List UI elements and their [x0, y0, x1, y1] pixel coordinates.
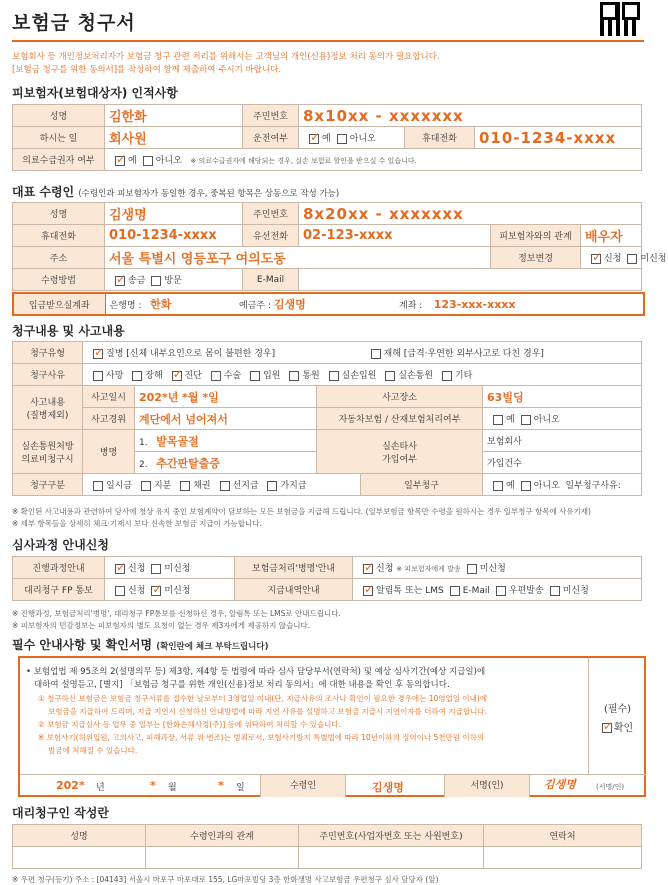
- proc-label: 보험금처리'병명'안내: [235, 557, 353, 579]
- reason-silson-outpatient-checkbox[interactable]: [385, 371, 395, 381]
- review-note-2: ※ 피보험자의 민감정보는 피보험자의 별도 요청이 없는 경우 제3자에게 제공하지 않습니다.: [12, 621, 311, 630]
- medical-no-checkbox[interactable]: [143, 156, 153, 166]
- date-label: 사고일시: [83, 386, 135, 408]
- medical-yes-label: 예: [128, 156, 137, 166]
- agent-apply-checkbox[interactable]: [115, 586, 125, 596]
- reason-options: [83, 364, 642, 386]
- prog-label: 진행과정안내: [13, 557, 105, 579]
- month-field[interactable]: *: [150, 779, 156, 792]
- acct-no-label: 계좌 :: [399, 300, 423, 311]
- proc-apply-label: 신청: [376, 564, 394, 574]
- auto-no-checkbox[interactable]: [521, 415, 531, 425]
- pay-lms-label: 알림톡 또는 LMS: [376, 586, 444, 596]
- rep-rel-label: 피보험자와의 관계: [491, 225, 581, 247]
- agent-col-id: 주민번호(사업자번호 또는 사원번호): [299, 825, 484, 847]
- auto-label: 자동차보험 / 산재보험처리여부: [317, 408, 483, 430]
- auto-no-label: 아니오: [533, 415, 560, 425]
- method-send-checkbox[interactable]: [115, 276, 125, 286]
- confirm-checkbox[interactable]: [602, 723, 612, 733]
- bank-field[interactable]: 한화: [150, 298, 172, 311]
- reason-option: 실손통원: [398, 371, 434, 381]
- recv-label: 수령인: [260, 775, 346, 797]
- confirm-p3: ② 보험금 지급심사 등 업무 중 일부는 [한화손해사정(주)] 등에 위탁하여 처리할 수 있습니다.: [38, 720, 341, 729]
- confirm-p1b: 대하여 설명듣고, [별지] 「보험금 청구를 위한 개인(신용)정보 처리 동의서」에 대한 내용을 확인 후 동의합니다.: [34, 680, 450, 690]
- acc-place-field[interactable]: 63빌딩: [487, 390, 524, 404]
- qr-code-icon: [600, 2, 640, 36]
- reason-option: 입원: [263, 371, 281, 381]
- confirm-req: (필수): [603, 704, 632, 715]
- other-ins-label: [317, 430, 483, 474]
- prog-noapply-checkbox[interactable]: [151, 564, 161, 574]
- acc-label-line1: 사고내용: [30, 397, 65, 408]
- rep-name-label: 성명: [13, 203, 105, 225]
- drive-no-label: 아니오: [349, 134, 376, 144]
- prog-apply-checkbox[interactable]: [115, 564, 125, 574]
- sign-row: [20, 774, 646, 797]
- part-reason-label: 일부청구사유:: [565, 481, 621, 491]
- disease-label: 병명: [83, 430, 135, 474]
- cat-lump-checkbox[interactable]: [93, 481, 103, 491]
- email-label: E-Mail: [243, 269, 299, 291]
- rep-addr-label: 주소: [13, 247, 105, 269]
- type-disease-label: 질병 [신체 내부요인으로 몸이 불편한 경우]: [106, 349, 276, 359]
- reason-diagnosis-checkbox[interactable]: [172, 371, 182, 381]
- rep-phone-field[interactable]: 010-1234-xxxx: [109, 228, 217, 243]
- cat-options: [83, 474, 361, 496]
- reason-option: 기타: [454, 371, 473, 381]
- pay-noapply-checkbox[interactable]: [550, 586, 560, 596]
- agent-section-title: 대리청구인 작성란: [12, 806, 109, 820]
- title-divider: [12, 40, 644, 42]
- reason-silson-hospital-checkbox[interactable]: [329, 371, 339, 381]
- joincnt-field[interactable]: 가입건수: [483, 452, 642, 474]
- part-yes-checkbox[interactable]: [493, 481, 503, 491]
- info-change-label: 정보변경: [491, 247, 581, 269]
- silson-label-line1: 실손통원처방: [21, 441, 74, 452]
- insured-job-field[interactable]: 회사원: [109, 132, 147, 147]
- medical-yes-checkbox[interactable]: [115, 156, 125, 166]
- rep-section-label: 대표 수령인: [12, 185, 75, 199]
- medical-no-label: 아니오: [155, 156, 182, 166]
- silson-label: [13, 430, 83, 474]
- acc-circ-field[interactable]: 계단에서 넘어져서: [139, 412, 228, 426]
- cat-option: 선지급: [232, 481, 259, 491]
- confirm-p4b: 벌금에 처해질 수 있습니다.: [48, 746, 138, 755]
- cat-advance-checkbox[interactable]: [220, 481, 230, 491]
- place-label: 사고장소: [317, 386, 483, 408]
- cat-option: 일시금: [106, 481, 133, 491]
- disease-2-field[interactable]: 추간판탈출증: [156, 456, 220, 470]
- insured-rrn-field[interactable]: 8x10xx - xxxxxxx: [303, 106, 464, 125]
- agent-noapply-checkbox[interactable]: [151, 586, 161, 596]
- year-field[interactable]: 202*: [56, 779, 85, 792]
- proc-apply-checkbox[interactable]: [363, 564, 373, 574]
- rep-tel-label: 유선전화: [243, 225, 299, 247]
- confirm-box: [18, 656, 646, 797]
- month-unit: 월: [168, 783, 177, 793]
- holder-label: 예금주 :: [239, 301, 271, 311]
- reason-option: 통원: [302, 371, 320, 381]
- info-noapply-label: 미신청: [640, 254, 667, 264]
- reason-label: 청구사유: [13, 364, 83, 386]
- bank-label: 은행명 :: [109, 301, 142, 311]
- type-accident-label: 재해 [급격·우연한 외부사고로 다친 경우]: [383, 349, 544, 359]
- info-noapply-checkbox[interactable]: [627, 254, 637, 264]
- pay-post-label: 우편발송: [508, 586, 544, 596]
- confirm-section-title: [12, 636, 268, 653]
- info-apply-label: 신청: [604, 254, 622, 264]
- confirm-p1: • 보험업법 제 95조의 2(설명의무 등) 제3항, 제4항 등 법령에 따라 심사 담당부서(연락처) 및 예상 심사기간(예상 지급일)에: [26, 667, 486, 677]
- cat-provisional-checkbox[interactable]: [267, 481, 277, 491]
- pay-email-label: E-Mail: [462, 586, 490, 596]
- medical-label: 의료수급권자 여부: [13, 149, 105, 171]
- disease-1-number: 1.: [139, 437, 148, 448]
- agent-noapply-label: 미신청: [164, 586, 191, 596]
- confirm-p4: ※ 보험사기(허위입원, 고의사고, 피해과장, 서류 위·변조)는 범죄로서, 보험사기방지 특별법에 따라 10년이하의 징역이나 5천만원 이하의: [38, 733, 485, 742]
- reason-option: 진단: [184, 371, 202, 381]
- reason-outpatient-checkbox[interactable]: [289, 371, 299, 381]
- agent-col-rel: 수령인과의 관계: [146, 825, 299, 847]
- reason-hospital-checkbox[interactable]: [250, 371, 260, 381]
- account-table: [12, 292, 645, 316]
- drive-yes-checkbox[interactable]: [309, 134, 319, 144]
- reason-option: 장해: [145, 371, 163, 381]
- account-label: 입금받으실계좌: [13, 293, 105, 315]
- proc-noapply-label: 미신청: [479, 564, 506, 574]
- cat-option: 채권: [193, 481, 211, 491]
- confirm-section-note: (확인란에 체크 부탁드립니다): [156, 642, 269, 652]
- holder-field[interactable]: 김생명: [273, 298, 306, 311]
- part-yes-label: 예: [506, 481, 515, 491]
- agent-name-field[interactable]: [13, 847, 146, 869]
- circ-label: 사고경위: [83, 408, 135, 430]
- medical-note: ※ 의료수급권자에 해당되는 경우, 실손 보험료 할인을 받으실 수 있습니다.: [190, 157, 417, 165]
- agent-rel-field[interactable]: [146, 847, 299, 869]
- method-visit-checkbox[interactable]: [151, 276, 161, 286]
- rep-tel-field[interactable]: 02-123-xxxx: [303, 228, 393, 243]
- auto-yes-checkbox[interactable]: [493, 415, 503, 425]
- job-label: 하시는 일: [13, 127, 105, 149]
- day-field[interactable]: *: [218, 779, 224, 792]
- other-ins-label-line1: 실손타사: [382, 441, 417, 452]
- reason-death-checkbox[interactable]: [93, 371, 103, 381]
- info-apply-checkbox[interactable]: [591, 254, 601, 264]
- method-label: 수령방법: [13, 269, 105, 291]
- confirm-check-cell: [588, 658, 646, 774]
- reason-etc-checkbox[interactable]: [442, 371, 452, 381]
- rep-name-field[interactable]: 김생명: [109, 208, 147, 223]
- claim-note-2: ※ 세부 항목들을 상세히 체크·기재시 보다 신속한 보험금 지급이 가능합니다.: [12, 519, 262, 528]
- acc-date-field[interactable]: 202*년 *월 *일: [139, 390, 219, 404]
- reason-option: 실손입원: [341, 371, 377, 381]
- confirm-p2b: 보험금을 지급하여 드리며, 지급 지연시 신청하신 안내방법에 따라 지연 사유를 설명하고 보험금 지급시 지연이자를 더하여 지급합니다.: [48, 707, 487, 716]
- rep-section-title: [12, 183, 339, 200]
- intro-line-1: 보험회사 등 개인정보처리자가 보험금 청구 관련 처리를 위해서는 고객님의 개인(신용)정보 처리 동의가 필요합니다.: [12, 52, 440, 62]
- confirm-section-label: 필수 안내사항 및 확인서명: [12, 638, 153, 652]
- pay-lms-checkbox[interactable]: [363, 586, 373, 596]
- pay-email-checkbox[interactable]: [450, 586, 460, 596]
- sign-label: 서명(인): [444, 775, 530, 797]
- reason-option: 수술: [223, 371, 242, 381]
- claim-note-1: ※ 확인된 사고내용과 관련하여 당사에 청상 유지 중인 보험계약이 담보하는 모든 보험금을 지급해 드립니다. (일부보험금 항목만 수령을 원하시는 경우 일부청구 항목에 사유기재): [12, 507, 591, 516]
- reason-surgery-checkbox[interactable]: [211, 371, 221, 381]
- year-unit: 년: [96, 783, 105, 793]
- drive-yes-label: 예: [322, 134, 331, 144]
- agent-apply-label: 신청: [128, 586, 146, 596]
- rep-rrn-label: 주민번호: [243, 203, 299, 225]
- rep-phone-label: 휴대전화: [13, 225, 105, 247]
- method-visit-label: 방문: [164, 276, 182, 286]
- disease-1-field[interactable]: 발목골절: [156, 434, 199, 448]
- phone-label: 휴대전화: [405, 127, 475, 149]
- insured-section-title: 피보험자(보험대상자) 인적사항: [12, 86, 178, 100]
- agent-col-name: 성명: [13, 825, 146, 847]
- disease-2-number: 2.: [139, 459, 148, 470]
- acct-no-field[interactable]: 123-xxx-xxxx: [433, 297, 516, 311]
- insured-table: [12, 104, 642, 171]
- sign-hint: (서명/인): [596, 783, 625, 791]
- other-ins-label-line2: 가입여부: [382, 454, 417, 465]
- auto-yes-label: 예: [506, 415, 515, 425]
- pay-post-checkbox[interactable]: [496, 586, 506, 596]
- prog-noapply-label: 미신청: [164, 564, 191, 574]
- cat-option: 가지급: [280, 481, 307, 491]
- type-label: 청구유형: [13, 342, 83, 364]
- cat-share-checkbox[interactable]: [141, 481, 151, 491]
- name-label: 성명: [13, 105, 105, 127]
- pay-label: 지급내역안내: [235, 579, 353, 601]
- reason-disability-checkbox[interactable]: [132, 371, 142, 381]
- confirm-check-label: 확인: [613, 723, 634, 734]
- pay-noapply-label: 미신청: [562, 586, 589, 596]
- day-unit: 일: [236, 783, 245, 793]
- proc-noapply-checkbox[interactable]: [467, 564, 477, 574]
- confirm-p2: ① 청구하신 보험금은 보험금 청구서류를 접수한 날로부터 3영업일 이내(단, 지급사유의 조사나 확인이 필요한 경우에는 10영업일 이내)에: [38, 694, 488, 703]
- page-title: 보험금 청구서: [12, 12, 136, 34]
- review-note-1: ※ 진행과정, 보험금처리'병명', 대리청구 FP통보를 신청하신 경우, 알림톡 또는 LMS로 안내드립니다.: [12, 609, 341, 618]
- type-disease-checkbox[interactable]: [93, 349, 103, 359]
- insco-field[interactable]: 보험회사: [483, 430, 642, 452]
- claim-section-title: 청구내용 및 사고내용: [12, 324, 125, 338]
- intro-line-2: [보험금 청구를 위한 동의서]를 작성하여 함께 제출하여 주시기 바랍니다.: [12, 65, 282, 75]
- rep-rel-field[interactable]: 배우자: [585, 230, 623, 245]
- claim-table: [12, 341, 642, 496]
- cat-bond-checkbox[interactable]: [180, 481, 190, 491]
- review-table: [12, 556, 642, 601]
- recv-field[interactable]: 김생명: [372, 781, 404, 794]
- signature-field[interactable]: 김생명: [544, 778, 576, 791]
- drive-no-checkbox[interactable]: [337, 134, 347, 144]
- email-field[interactable]: [299, 269, 642, 291]
- drive-label: 운전여부: [243, 127, 299, 149]
- insured-name-field[interactable]: 김한화: [109, 110, 147, 125]
- insured-phone-field[interactable]: 010-1234-xxxx: [479, 128, 617, 147]
- part-no-label: 아니오: [533, 481, 560, 491]
- proc-note: ※ 피보험자에게 발송: [396, 565, 461, 573]
- rep-rrn-field[interactable]: 8x20xx - xxxxxxx: [303, 204, 464, 223]
- confirm-text: [26, 666, 487, 757]
- agent-id-field[interactable]: [299, 847, 484, 869]
- prog-apply-label: 신청: [128, 564, 146, 574]
- agent-fp-label: 대리청구 FP 통보: [13, 579, 105, 601]
- cat-label: 청구구분: [13, 474, 83, 496]
- agent-col-contact: 연락처: [484, 825, 642, 847]
- cat-option: 지분: [153, 481, 172, 491]
- rrn-label: 주민번호: [243, 105, 299, 127]
- review-section-title: 심사과정 안내신청: [12, 538, 109, 552]
- method-send-label: 송금: [128, 276, 146, 286]
- footer-address: ※ 우편 청구(등기) 주소 : [04143] 서울시 마포구 마포대로 155, LG마포빌딩 3층 한화생명 사고보험금 우편청구 심사 담당자 (앞): [12, 875, 439, 884]
- rep-section-note: (수령인과 피보험자가 동일한 경우, 중복된 항목은 상동으로 작성 가능): [78, 189, 340, 199]
- part-no-checkbox[interactable]: [521, 481, 531, 491]
- rep-addr-field[interactable]: 서울 특별시 영등포구 여의도동: [109, 252, 286, 267]
- type-accident-checkbox[interactable]: [371, 349, 381, 359]
- agent-contact-field[interactable]: [484, 847, 642, 869]
- rep-table: [12, 202, 667, 291]
- silson-label-line2: 의료비청구시: [21, 454, 74, 465]
- acc-label: [13, 386, 83, 430]
- part-label: 일부청구: [361, 474, 483, 496]
- reason-option: 사망: [106, 371, 124, 381]
- acc-label-line2: (질병제외): [26, 410, 69, 421]
- agent-table: [12, 824, 642, 869]
